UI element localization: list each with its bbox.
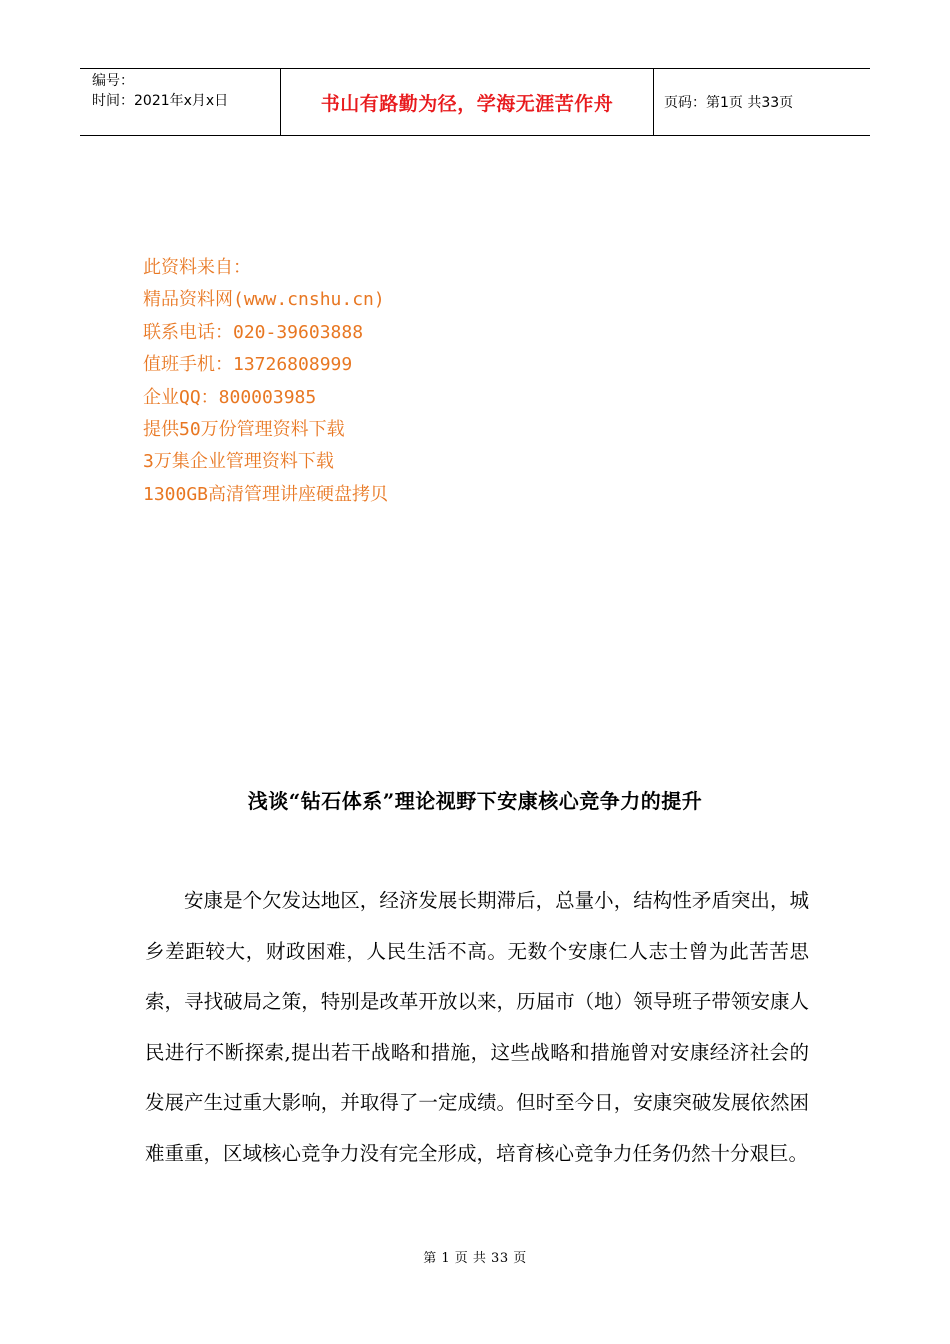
time-label: 时间：2021年x月x日 [92,93,229,109]
source-line: 3万集企业管理资料下载 [143,451,334,473]
header-meta-cell [80,69,281,135]
source-line: 联系电话：020-39603888 [143,321,364,343]
page-footer: 第 1 页 共 33 页 [423,1251,527,1266]
document-title: 浅谈“钻石体系”理论视野下安康核心竞争力的提升 [247,789,703,813]
page-header [80,68,870,136]
source-info-block [143,252,388,511]
source-line: 此资料来自： [143,257,251,278]
body-paragraph: 安康是个欠发达地区，经济发展长期滞后，总量小，结构性矛盾突出，城乡差距较大，财政困难，人民生活不高。无数个安康仁人志士曾为此苦苦思索，寻找破局之策，特别是改革开放以来，历届市（地）领导班子带领安康人民进行不断探索,提出若干战略和措施，这些战略和措施曾对安康经济社会的发展产生过重大影响，并取得了一定成绩。但时至今日，安康突破发展依然困难重重，区域核心竞争力没有完全形成，培育核心竞争力任务仍然十分艰巨。 [145,889,809,1165]
header-page-cell [654,69,870,135]
motto-text: 书山有路勤为径，学海无涯苦作舟 [320,92,614,115]
source-line: 值班手机：13726808999 [143,354,353,376]
source-line: 提供50万份管理资料下载 [143,419,345,441]
source-line: 企业QQ：800003985 [143,386,317,408]
header-motto-cell [281,69,654,135]
source-line: 精品资料网(www.cnshu.cn) [143,289,385,311]
page-info: 页码：第1页 共33页 [664,95,794,111]
number-label: 编号： [92,73,134,89]
source-line: 1300GB高清管理讲座硬盘拷贝 [143,483,389,505]
